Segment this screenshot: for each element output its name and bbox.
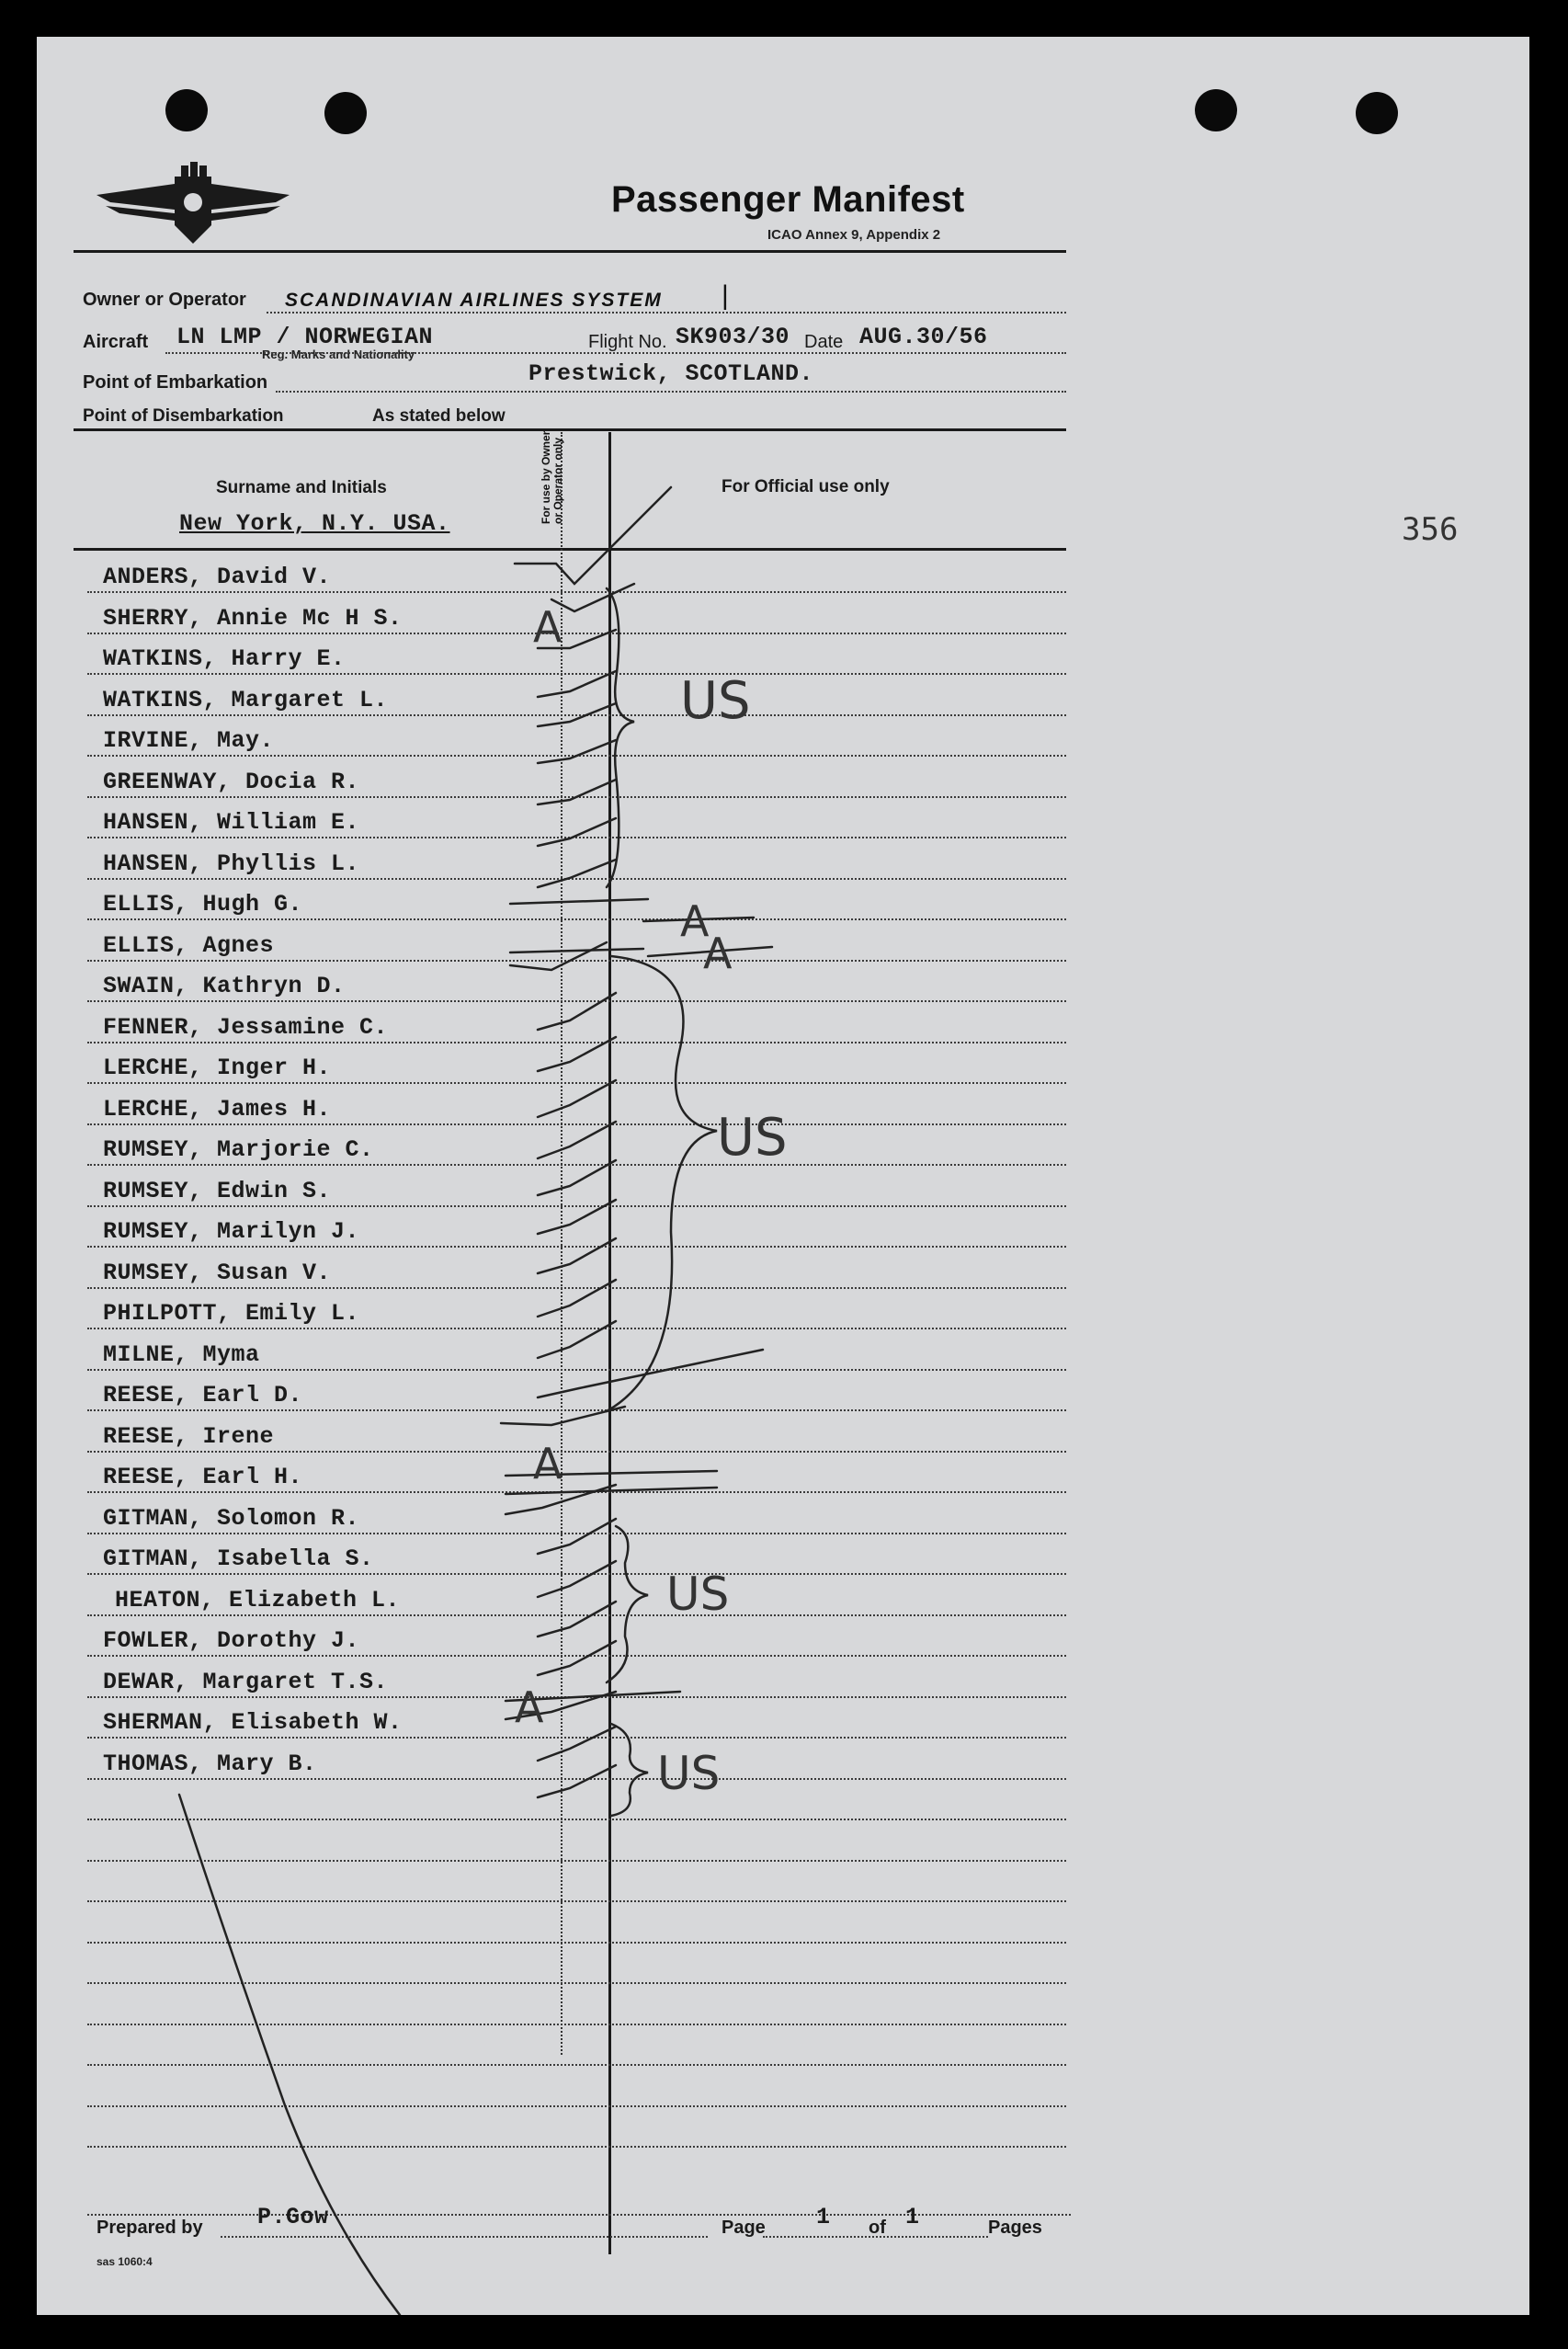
passenger-name: WATKINS, Margaret L. bbox=[103, 686, 389, 713]
flight-label: Flight No. bbox=[588, 332, 667, 352]
passenger-name: HANSEN, Phyllis L. bbox=[103, 850, 360, 877]
date-value: AUG.30/56 bbox=[859, 324, 988, 350]
passenger-name: GITMAN, Isabella S. bbox=[103, 1545, 374, 1572]
passenger-name: GREENWAY, Docia R. bbox=[103, 768, 360, 795]
passenger-name: RUMSEY, Marjorie C. bbox=[103, 1136, 374, 1163]
page-number-stamp: 356 bbox=[1402, 511, 1459, 548]
passenger-name: SHERMAN, Elisabeth W. bbox=[103, 1709, 403, 1736]
manifest-sheet bbox=[37, 37, 1529, 2315]
passenger-name: IRVINE, May. bbox=[103, 727, 275, 754]
handwritten-checkmarks bbox=[37, 37, 1529, 2315]
passenger-name: REESE, Irene bbox=[103, 1422, 275, 1450]
passenger-name: DEWAR, Margaret T.S. bbox=[103, 1668, 389, 1695]
of-label: of bbox=[869, 2218, 886, 2238]
a-mark-ellis-agnes: A bbox=[703, 929, 733, 978]
passenger-name: LERCHE, James H. bbox=[103, 1095, 332, 1123]
flight-value: SK903/30 bbox=[676, 324, 790, 350]
surname-column-header: Surname and Initials bbox=[216, 478, 387, 497]
a-mark-ellis-hugh: A bbox=[680, 896, 710, 946]
passenger-name: MILNE, Myma bbox=[103, 1340, 260, 1368]
embarkation-label: Point of Embarkation bbox=[83, 372, 268, 393]
page-subtitle: ICAO Annex 9, Appendix 2 bbox=[767, 227, 941, 243]
passenger-name: RUMSEY, Marilyn J. bbox=[103, 1218, 360, 1245]
aircraft-value: LN LMP / NORWEGIAN bbox=[176, 324, 434, 350]
passenger-name: GITMAN, Solomon R. bbox=[103, 1504, 360, 1532]
passenger-name: THOMAS, Mary B. bbox=[103, 1750, 317, 1777]
passenger-name: REESE, Earl D. bbox=[103, 1382, 303, 1408]
passenger-name: REESE, Earl H. bbox=[103, 1464, 303, 1490]
us-annotation-4: US bbox=[657, 1747, 721, 1800]
passenger-name: RUMSEY, Susan V. bbox=[103, 1259, 332, 1286]
disembarkation-label: Point of Disembarkation bbox=[83, 406, 284, 426]
passenger-name: ELLIS, Hugh G. bbox=[103, 891, 303, 918]
passenger-name: ANDERS, David V. bbox=[103, 564, 332, 590]
passenger-name: PHILPOTT, Emily L. bbox=[103, 1300, 360, 1327]
us-annotation-2: US bbox=[717, 1108, 788, 1168]
page-title: Passenger Manifest bbox=[611, 179, 965, 220]
destination-value: New York, N.Y. USA. bbox=[179, 510, 450, 537]
passenger-name: RUMSEY, Edwin S. bbox=[103, 1177, 332, 1204]
official-column-header: For Official use only bbox=[722, 477, 890, 496]
page-value: 1 bbox=[816, 2204, 831, 2230]
us-annotation-1: US bbox=[680, 671, 751, 731]
passenger-name: HANSEN, William E. bbox=[103, 809, 360, 836]
disembarkation-value: As stated below bbox=[372, 406, 506, 426]
a-mark-reese: A bbox=[533, 1439, 562, 1488]
passenger-name: SHERRY, Annie Mc H S. bbox=[103, 604, 403, 632]
page-label: Page bbox=[722, 2218, 766, 2238]
owner-mark: | bbox=[722, 280, 729, 311]
aircraft-label: Aircraft bbox=[83, 332, 149, 352]
reg-marks-note: Reg. Marks and Nationality bbox=[262, 348, 415, 361]
us-annotation-3: US bbox=[666, 1568, 730, 1621]
owner-value: SCANDINAVIAN AIRLINES SYSTEM bbox=[285, 290, 663, 311]
a-mark-dewar: A bbox=[515, 1682, 544, 1732]
passenger-name: WATKINS, Harry E. bbox=[103, 645, 346, 672]
operator-column-header: For use by Owner or Operator only bbox=[540, 430, 564, 524]
of-value: 1 bbox=[905, 2204, 920, 2230]
passenger-name: SWAIN, Kathryn D. bbox=[103, 973, 346, 999]
passenger-name: LERCHE, Inger H. bbox=[103, 1055, 332, 1081]
date-label: Date bbox=[804, 332, 844, 352]
passenger-name: FENNER, Jessamine C. bbox=[103, 1013, 389, 1041]
pages-label: Pages bbox=[988, 2218, 1042, 2238]
embarkation-value: Prestwick, SCOTLAND. bbox=[528, 360, 814, 387]
prepared-label: Prepared by bbox=[97, 2218, 203, 2238]
passenger-name: ELLIS, Agnes bbox=[103, 931, 275, 959]
passenger-name: HEATON, Elizabeth L. bbox=[115, 1586, 401, 1614]
prepared-value: P.Gow bbox=[257, 2204, 329, 2230]
form-code: sas 1060:4 bbox=[97, 2255, 153, 2268]
owner-label: Owner or Operator bbox=[83, 290, 246, 310]
a-mark-sherry: A bbox=[533, 602, 562, 652]
passenger-name: FOWLER, Dorothy J. bbox=[103, 1627, 360, 1654]
